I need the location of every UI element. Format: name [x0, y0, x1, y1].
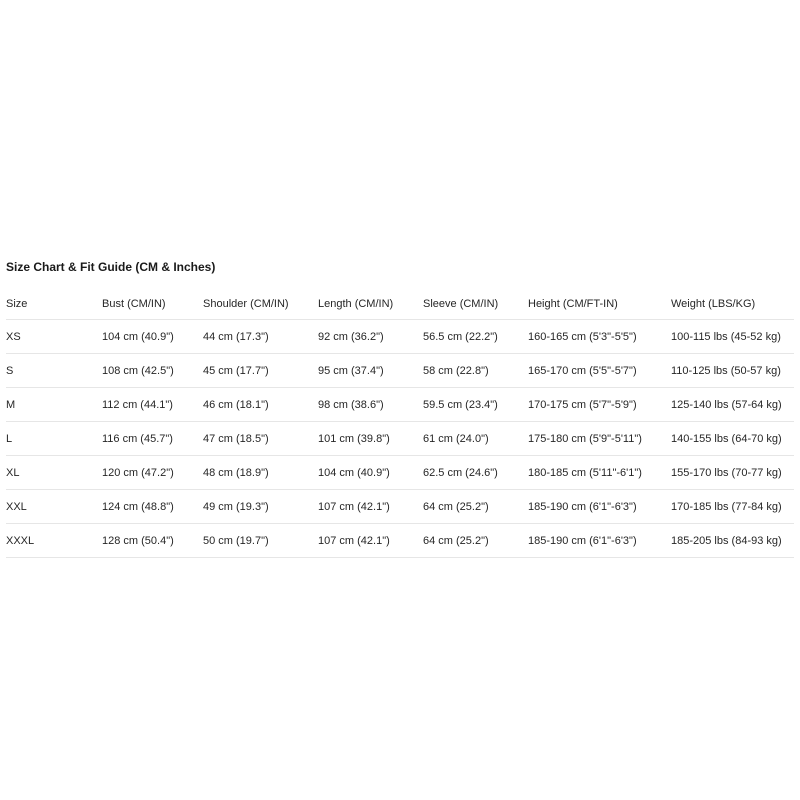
cell-sleeve: 61 cm (24.0"): [423, 422, 528, 456]
cell-height: 185-190 cm (6'1"-6'3"): [528, 524, 671, 558]
cell-weight: 140-155 lbs (64-70 kg): [671, 422, 794, 456]
cell-height: 170-175 cm (5'7"-5'9"): [528, 388, 671, 422]
table-row: [6, 456, 794, 490]
header-height: Height (CM/FT-IN): [528, 295, 671, 320]
cell-length: 98 cm (38.6"): [318, 388, 423, 422]
cell-size: XXXL: [6, 524, 102, 558]
cell-sleeve: 59.5 cm (23.4"): [423, 388, 528, 422]
header-bust: Bust (CM/IN): [102, 295, 203, 320]
cell-bust: 124 cm (48.8"): [102, 490, 203, 524]
cell-bust: 116 cm (45.7"): [102, 422, 203, 456]
cell-size: L: [6, 422, 102, 456]
cell-shoulder: 48 cm (18.9"): [203, 456, 318, 490]
cell-shoulder: 44 cm (17.3"): [203, 320, 318, 354]
cell-length: 95 cm (37.4"): [318, 354, 423, 388]
cell-bust: 104 cm (40.9"): [102, 320, 203, 354]
cell-shoulder: 45 cm (17.7"): [203, 354, 318, 388]
header-size: Size: [6, 295, 102, 320]
cell-sleeve: 56.5 cm (22.2"): [423, 320, 528, 354]
cell-length: 104 cm (40.9"): [318, 456, 423, 490]
cell-size: XL: [6, 456, 102, 490]
cell-weight: 155-170 lbs (70-77 kg): [671, 456, 794, 490]
cell-height: 185-190 cm (6'1"-6'3"): [528, 490, 671, 524]
cell-shoulder: 50 cm (19.7"): [203, 524, 318, 558]
cell-weight: 100-115 lbs (45-52 kg): [671, 320, 794, 354]
cell-length: 92 cm (36.2"): [318, 320, 423, 354]
cell-shoulder: 46 cm (18.1"): [203, 388, 318, 422]
cell-length: 101 cm (39.8"): [318, 422, 423, 456]
size-table: [6, 295, 794, 558]
header-sleeve: Sleeve (CM/IN): [423, 295, 528, 320]
cell-bust: 120 cm (47.2"): [102, 456, 203, 490]
cell-size: XS: [6, 320, 102, 354]
cell-height: 160-165 cm (5'3"-5'5"): [528, 320, 671, 354]
table-row: [6, 354, 794, 388]
header-weight: Weight (LBS/KG): [671, 295, 794, 320]
cell-weight: 170-185 lbs (77-84 kg): [671, 490, 794, 524]
size-chart: [6, 258, 794, 558]
cell-height: 165-170 cm (5'5"-5'7"): [528, 354, 671, 388]
cell-weight: 185-205 lbs (84-93 kg): [671, 524, 794, 558]
cell-shoulder: 47 cm (18.5"): [203, 422, 318, 456]
cell-bust: 108 cm (42.5"): [102, 354, 203, 388]
table-header-row: [6, 295, 794, 320]
cell-weight: 110-125 lbs (50-57 kg): [671, 354, 794, 388]
table-row: [6, 388, 794, 422]
cell-bust: 128 cm (50.4"): [102, 524, 203, 558]
cell-sleeve: 62.5 cm (24.6"): [423, 456, 528, 490]
cell-height: 180-185 cm (5'11"-6'1"): [528, 456, 671, 490]
cell-length: 107 cm (42.1"): [318, 524, 423, 558]
cell-shoulder: 49 cm (19.3"): [203, 490, 318, 524]
header-shoulder: Shoulder (CM/IN): [203, 295, 318, 320]
cell-size: S: [6, 354, 102, 388]
chart-title: Size Chart & Fit Guide (CM & Inches): [6, 260, 216, 274]
table-row: [6, 320, 794, 354]
table-row: [6, 490, 794, 524]
cell-weight: 125-140 lbs (57-64 kg): [671, 388, 794, 422]
cell-length: 107 cm (42.1"): [318, 490, 423, 524]
cell-size: XXL: [6, 490, 102, 524]
cell-height: 175-180 cm (5'9"-5'11"): [528, 422, 671, 456]
table-row: [6, 422, 794, 456]
cell-sleeve: 64 cm (25.2"): [423, 524, 528, 558]
cell-size: M: [6, 388, 102, 422]
header-length: Length (CM/IN): [318, 295, 423, 320]
table-row: [6, 524, 794, 558]
cell-sleeve: 58 cm (22.8"): [423, 354, 528, 388]
cell-bust: 112 cm (44.1"): [102, 388, 203, 422]
cell-sleeve: 64 cm (25.2"): [423, 490, 528, 524]
